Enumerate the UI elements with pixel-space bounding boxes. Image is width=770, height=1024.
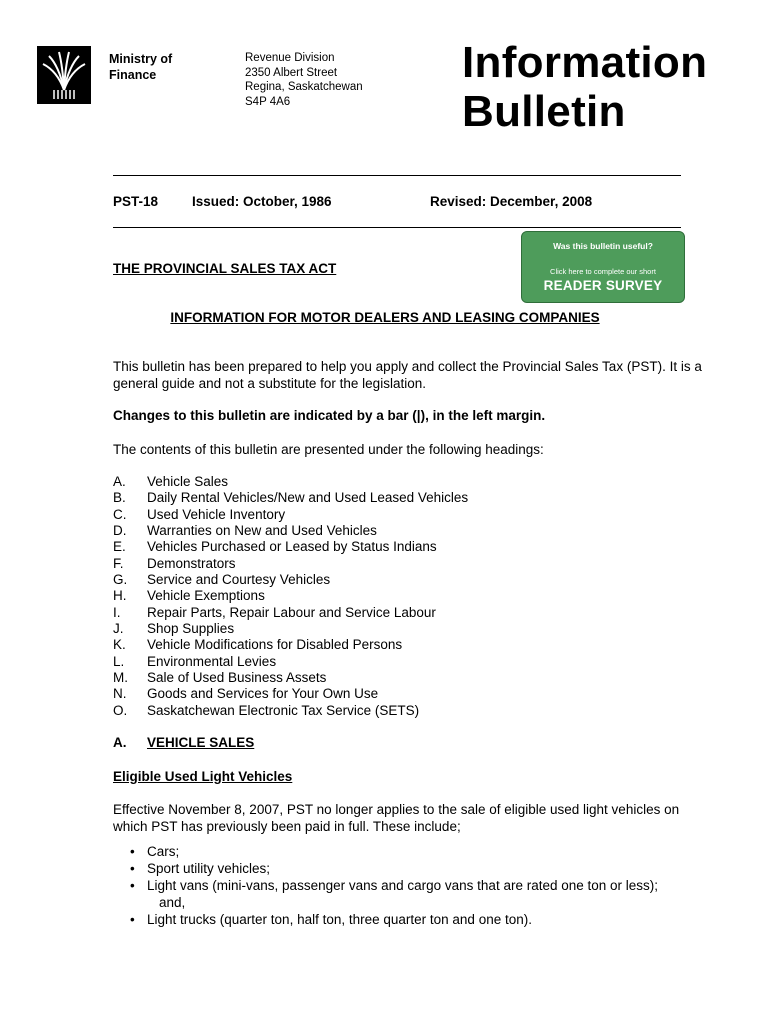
survey-label: READER SURVEY: [543, 278, 663, 293]
bullet-item: [130, 877, 690, 894]
meta-divider: [113, 227, 681, 228]
list-item: [113, 556, 468, 572]
list-item: [113, 588, 468, 604]
vehicle-bullet-list: [130, 843, 690, 928]
list-item: [113, 621, 468, 637]
bullet-icon: •: [130, 878, 135, 893]
bullet-continuation: and,: [159, 895, 186, 910]
address-line: Revenue Division: [245, 52, 335, 64]
list-letter: E.: [113, 539, 126, 555]
issued-date: Issued: October, 1986: [192, 194, 332, 209]
list-text: Vehicle Exemptions: [147, 588, 265, 604]
bullet-icon: •: [130, 912, 135, 927]
list-item: [113, 507, 468, 523]
section-a-paragraph: Effective November 8, 2007, PST no longer applies to the sale of eligible used light vehicles on which PST has previously been paid in full. These include;: [113, 802, 680, 834]
section-a-title: VEHICLE SALES: [147, 735, 255, 750]
list-text: Saskatchewan Electronic Tax Service (SETS): [147, 702, 420, 718]
survey-click-text: Click here to complete our short: [550, 267, 656, 276]
list-item: [113, 637, 468, 653]
list-item: [113, 654, 468, 670]
list-letter: L.: [113, 653, 125, 669]
list-text: Demonstrators: [147, 555, 236, 571]
bulletin-code: PST-18: [113, 194, 159, 209]
bulletin-title: [462, 38, 707, 136]
address-block: [245, 51, 363, 109]
bullet-text: Sport utility vehicles;: [147, 861, 271, 876]
list-text: Used Vehicle Inventory: [147, 506, 286, 522]
intro-paragraph: This bulletin has been prepared to help you apply and collect the Provincial Sales Tax (PST). It is a general guide and not a substitute for the legislation.: [113, 359, 702, 391]
headings-list: [113, 474, 468, 719]
list-letter: K.: [113, 637, 126, 653]
title-line-2: Bulletin: [462, 87, 626, 136]
list-letter: N.: [113, 686, 127, 702]
list-letter: G.: [113, 572, 128, 588]
list-item: [113, 670, 468, 686]
ministry-logo: [37, 46, 91, 104]
revised-date: Revised: December, 2008: [430, 194, 593, 209]
list-text: Service and Courtesy Vehicles: [147, 572, 331, 588]
list-item: [113, 523, 468, 539]
list-item: [113, 686, 468, 702]
list-text: Goods and Services for Your Own Use: [147, 686, 379, 702]
reader-survey-button[interactable]: [521, 231, 685, 303]
section-a-letter: A.: [113, 735, 127, 750]
act-title: THE PROVINCIAL SALES TAX ACT: [113, 261, 337, 276]
list-text: Vehicle Modifications for Disabled Persons: [147, 637, 403, 653]
bullet-item: [130, 860, 690, 877]
bulletin-subtitle: INFORMATION FOR MOTOR DEALERS AND LEASING COMPANIES: [170, 310, 600, 325]
bullet-icon: •: [130, 861, 135, 876]
list-letter: M.: [113, 670, 128, 686]
bullet-item: [130, 843, 690, 860]
list-text: Daily Rental Vehicles/New and Used Leased Vehicles: [147, 490, 469, 506]
wheat-sheaf-icon: [37, 46, 91, 104]
address-line: 2350 Albert Street: [245, 66, 338, 79]
list-letter: B.: [113, 490, 126, 506]
list-text: Sale of Used Business Assets: [147, 670, 327, 686]
list-item: [113, 572, 468, 588]
section-a-subheading: Eligible Used Light Vehicles: [113, 769, 293, 784]
list-item: [113, 703, 468, 719]
title-line-1: Information: [462, 38, 708, 87]
address-line: Regina, Saskatchewan: [245, 81, 363, 93]
list-letter: I.: [113, 604, 121, 620]
list-text: Vehicle Sales: [147, 474, 229, 489]
list-item: [113, 605, 468, 621]
bullet-text: Light trucks (quarter ton, half ton, three quarter ton and one ton).: [147, 912, 532, 927]
survey-question: Was this bulletin useful?: [553, 241, 653, 251]
list-text: Repair Parts, Repair Labour and Service Labour: [147, 604, 436, 620]
bullet-text: Cars;: [147, 844, 180, 859]
address-line: S4P 4A6: [245, 95, 291, 108]
bullet-icon: •: [130, 844, 135, 859]
list-item: [113, 539, 468, 555]
ministry-name: [109, 51, 172, 83]
list-letter: H.: [113, 588, 127, 604]
bullet-item: [130, 911, 690, 928]
bullet-text: Light vans (mini-vans, passenger vans and cargo vans that are rated one ton or less);: [147, 878, 659, 893]
list-text: Environmental Levies: [147, 653, 277, 669]
list-letter: D.: [113, 523, 127, 539]
list-letter: A.: [113, 474, 126, 489]
list-text: Vehicles Purchased or Leased by Status Indians: [147, 539, 437, 555]
ministry-line-2: Finance: [109, 68, 157, 82]
list-item: [113, 490, 468, 506]
list-text: Shop Supplies: [147, 621, 235, 637]
changes-note: Changes to this bulletin are indicated by a bar (|), in the left margin.: [113, 408, 546, 423]
list-letter: O.: [113, 702, 128, 718]
list-letter: J.: [113, 621, 124, 637]
ministry-line-1: Ministry of: [109, 52, 173, 66]
list-letter: F.: [113, 555, 124, 571]
contents-intro: The contents of this bulletin are presented under the following headings:: [113, 442, 544, 457]
list-letter: C.: [113, 506, 127, 522]
list-item: [113, 474, 468, 490]
list-text: Warranties on New and Used Vehicles: [147, 523, 377, 539]
top-divider: [113, 175, 681, 176]
